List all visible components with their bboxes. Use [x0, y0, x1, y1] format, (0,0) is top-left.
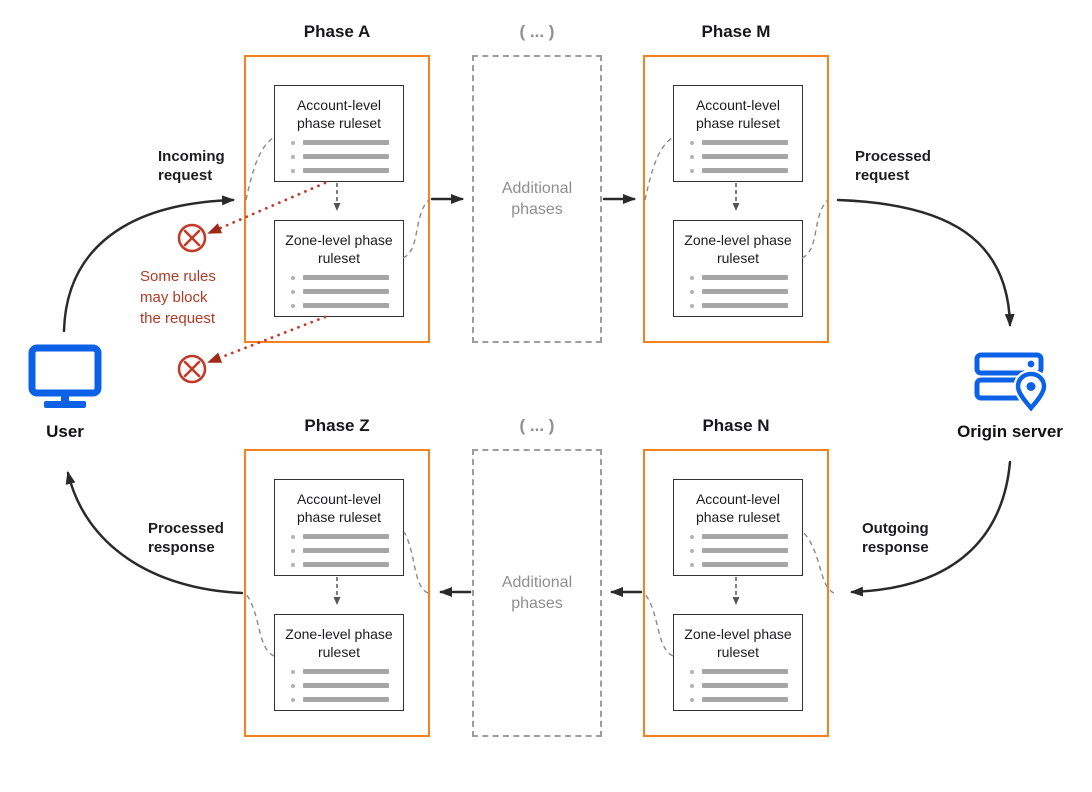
bullet-dot-icon	[291, 698, 295, 702]
bullet-dot-icon	[690, 304, 694, 308]
blocked-request-icon	[179, 356, 205, 382]
processed-response-label: Processed response	[148, 520, 224, 556]
bullet-dot-icon	[291, 670, 295, 674]
rule-bar	[702, 683, 788, 688]
ruleset-line	[291, 669, 389, 674]
ruleset-line	[690, 683, 788, 688]
ruleset-line	[291, 683, 389, 688]
rule-bar	[702, 669, 788, 674]
additional-top-header: ( ... )	[519, 22, 555, 41]
ruleset-line	[291, 303, 389, 308]
ruleset-card-title: Zone-level phase ruleset	[285, 626, 393, 660]
bullet-dot-icon	[291, 535, 295, 539]
ruleset-lines	[674, 275, 802, 308]
phase-n-title: Phase N	[702, 416, 770, 435]
rule-bar	[702, 548, 788, 553]
ruleset-line	[291, 697, 389, 702]
phase-n-account-ruleset-card	[673, 479, 803, 576]
ruleset-card-title: Zone-level phase ruleset	[285, 232, 393, 266]
phase-a-box	[244, 55, 430, 343]
bullet-dot-icon	[291, 304, 295, 308]
bullet-dot-icon	[690, 549, 694, 553]
rule-bar	[303, 289, 389, 294]
ruleset-line	[291, 548, 389, 553]
additional-phases-top-box	[472, 55, 602, 343]
phase-z-account-ruleset-card	[274, 479, 404, 576]
ruleset-line	[291, 289, 389, 294]
ruleset-line	[690, 534, 788, 539]
bullet-dot-icon	[690, 698, 694, 702]
ruleset-line	[291, 275, 389, 280]
ruleset-lines	[674, 140, 802, 173]
rule-bar	[702, 140, 788, 145]
ruleset-line	[690, 562, 788, 567]
bullet-dot-icon	[690, 290, 694, 294]
ruleset-line	[690, 303, 788, 308]
phase-a-zone-ruleset-card	[274, 220, 404, 317]
additional-phases-label: Additional phases	[501, 574, 573, 612]
rule-bar	[702, 697, 788, 702]
additional-phases-label: Additional phases	[501, 180, 573, 218]
rule-bar	[303, 168, 389, 173]
rule-bar	[303, 683, 389, 688]
phase-m-account-ruleset-card	[673, 85, 803, 182]
ruleset-lines	[674, 534, 802, 567]
ruleset-card-title: Zone-level phase ruleset	[684, 626, 792, 660]
incoming-request-label: Incoming request	[158, 148, 225, 184]
additional-bottom-header: ( ... )	[519, 416, 555, 435]
ruleset-line	[291, 154, 389, 159]
phase-n-box	[643, 449, 829, 737]
rule-bar	[702, 275, 788, 280]
rule-bar	[303, 154, 389, 159]
rule-bar	[702, 562, 788, 567]
rule-bar	[303, 562, 389, 567]
rule-bar	[303, 697, 389, 702]
bullet-dot-icon	[690, 563, 694, 567]
ruleset-lines	[674, 669, 802, 702]
bullet-dot-icon	[690, 535, 694, 539]
bullet-dot-icon	[690, 169, 694, 173]
rule-bar	[303, 140, 389, 145]
phase-a-account-ruleset-card	[274, 85, 404, 182]
phase-z-box	[244, 449, 430, 737]
ruleset-lines	[275, 534, 403, 567]
phase-m-title: Phase M	[701, 22, 771, 41]
bullet-dot-icon	[291, 290, 295, 294]
bullet-dot-icon	[291, 141, 295, 145]
processed-request-label: Processed request	[855, 148, 931, 184]
ruleset-lines	[275, 275, 403, 308]
ruleset-line	[291, 168, 389, 173]
rule-bar	[702, 303, 788, 308]
bullet-dot-icon	[291, 563, 295, 567]
ruleset-line	[690, 275, 788, 280]
bullet-dot-icon	[690, 276, 694, 280]
ruleset-line	[690, 548, 788, 553]
ruleset-line	[690, 140, 788, 145]
ruleset-lines	[275, 669, 403, 702]
rule-bar	[303, 669, 389, 674]
ruleset-card-title: Account-level phase ruleset	[296, 97, 382, 131]
rule-bar	[303, 275, 389, 280]
ruleset-card-title: Zone-level phase ruleset	[684, 232, 792, 266]
block-warning-text: Some rules may block the request	[140, 268, 216, 327]
rule-bar	[702, 168, 788, 173]
ruleset-line	[690, 289, 788, 294]
ruleset-card-title: Account-level phase ruleset	[296, 491, 382, 525]
phase-m-zone-ruleset-card	[673, 220, 803, 317]
additional-phases-bottom-box	[472, 449, 602, 737]
ruleset-line	[690, 669, 788, 674]
bullet-dot-icon	[291, 169, 295, 173]
bullet-dot-icon	[690, 684, 694, 688]
bullet-dot-icon	[690, 155, 694, 159]
ruleset-line	[291, 140, 389, 145]
blocked-request-icon	[179, 225, 205, 251]
origin-server-icon	[974, 352, 1048, 412]
bullet-dot-icon	[291, 684, 295, 688]
bullet-dot-icon	[690, 670, 694, 674]
ruleset-line	[690, 154, 788, 159]
phase-m-box	[643, 55, 829, 343]
ruleset-line	[690, 168, 788, 173]
ruleset-card-title: Account-level phase ruleset	[695, 97, 781, 131]
bullet-dot-icon	[291, 276, 295, 280]
outgoing-response-label: Outgoing response	[862, 520, 929, 556]
phase-z-zone-ruleset-card	[274, 614, 404, 711]
phase-a-title: Phase A	[303, 22, 371, 41]
user-label: User	[46, 422, 84, 441]
phase-z-title: Phase Z	[304, 416, 370, 435]
processed-request-arrow	[838, 200, 1010, 325]
rule-bar	[303, 303, 389, 308]
origin-server-label: Origin server	[957, 422, 1063, 441]
ruleset-line	[690, 697, 788, 702]
bullet-dot-icon	[690, 141, 694, 145]
ruleset-line	[291, 534, 389, 539]
phase-n-zone-ruleset-card	[673, 614, 803, 711]
rule-bar	[303, 548, 389, 553]
ruleset-card-title: Account-level phase ruleset	[695, 491, 781, 525]
rule-bar	[702, 154, 788, 159]
rule-bar	[303, 534, 389, 539]
user-monitor-icon	[27, 343, 103, 413]
ruleset-line	[291, 562, 389, 567]
bullet-dot-icon	[291, 549, 295, 553]
bullet-dot-icon	[291, 155, 295, 159]
rule-bar	[702, 289, 788, 294]
ruleset-lines	[275, 140, 403, 173]
rule-bar	[702, 534, 788, 539]
